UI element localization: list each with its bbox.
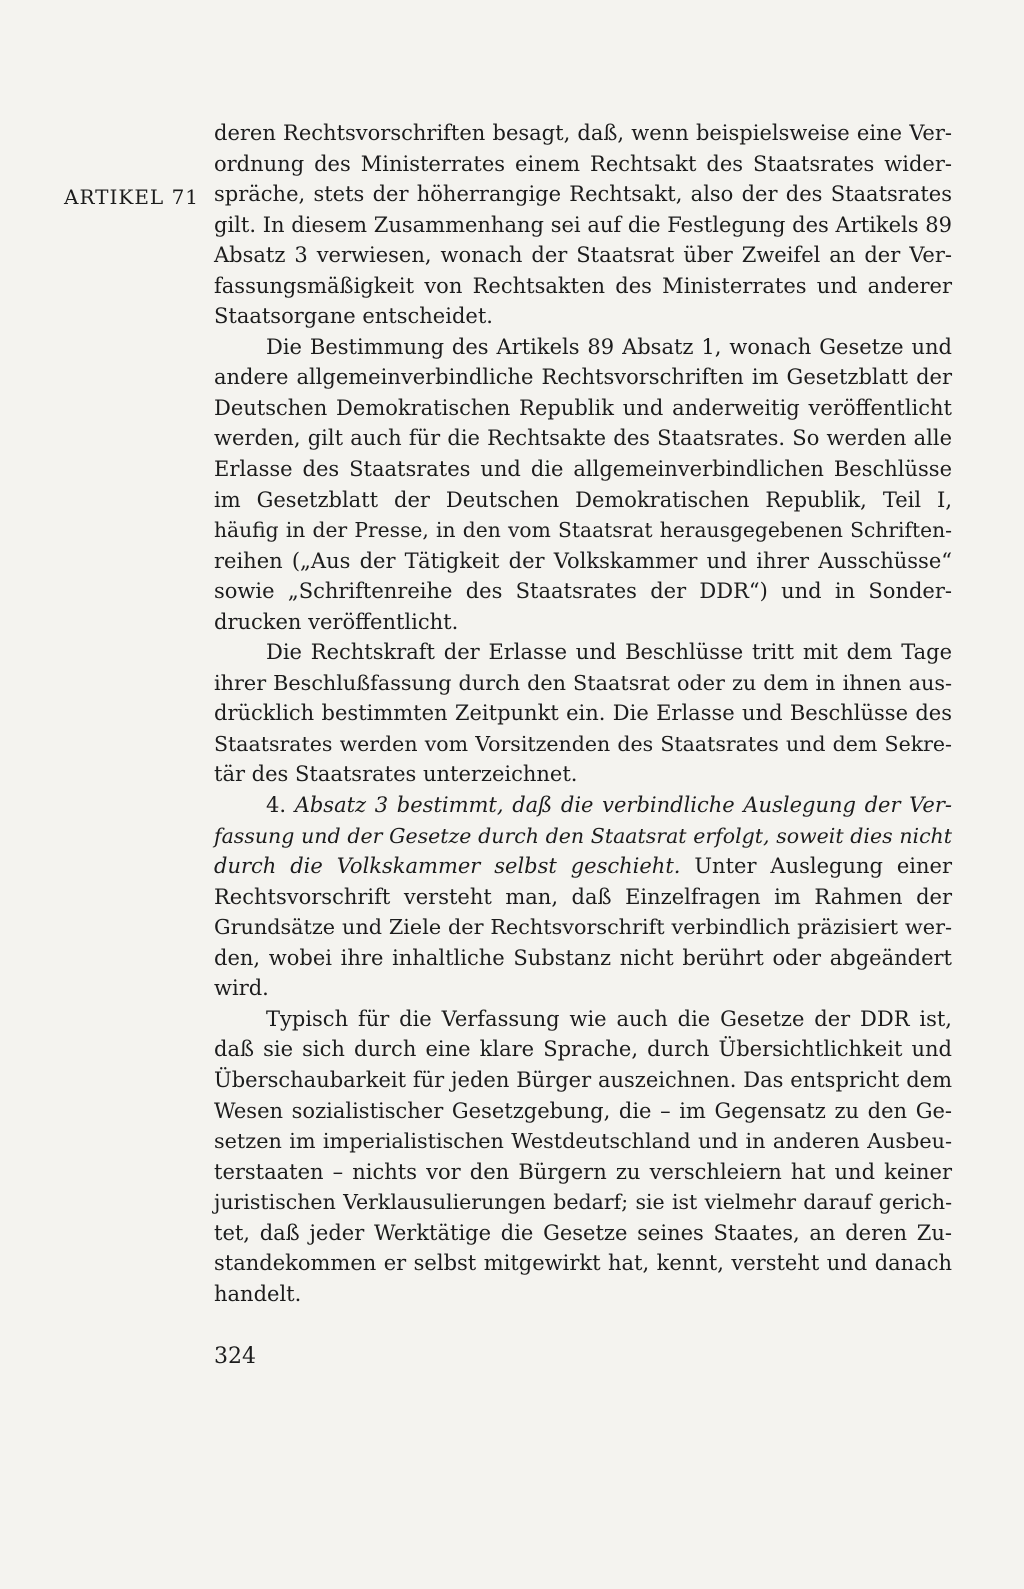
text-line: im Gesetzblatt der Deutschen Demokratischen Republik, Teil I, — [214, 487, 952, 512]
text-line — [214, 790, 952, 821]
text-line: Deutschen Demokratischen Republik und anderweitig veröffentlicht — [214, 395, 952, 420]
text-line: Absatz 3 verwiesen, wonach der Staatsrat über Zweifel an der Ver- — [214, 243, 952, 268]
text-line: Typisch für die Verfassung wie auch die Gesetze der DDR ist, — [266, 1006, 952, 1031]
regular-text: Unter Auslegung einer — [680, 854, 952, 879]
text-line: Rechtsvorschrift versteht man, daß Einzelfragen im Rahmen der — [214, 884, 952, 909]
text-line: häufig in der Presse, in den vom Staatsrat herausgegebenen Schriften- — [214, 518, 952, 543]
text-line: daß sie sich durch eine klare Sprache, durch Übersichtlichkeit und — [214, 1037, 952, 1062]
text-line: Wesen sozialistischer Gesetzgebung, die – im Gegensatz zu den Ge- — [214, 1098, 952, 1123]
text-line: Staatsorgane entscheidet. — [214, 304, 493, 329]
text-line: werden, gilt auch für die Rechtsakte des Staatsrates. So werden alle — [214, 426, 952, 451]
text-line: deren Rechtsvorschriften besagt, daß, wenn beispielsweise eine Ver- — [214, 121, 952, 145]
text-line: Grundsätze und Ziele der Rechtsvorschrift verbindlich präzisiert wer- — [214, 915, 952, 940]
text-line: fassungsmäßigkeit von Rechtsakten des Ministerrates und anderer — [214, 273, 952, 298]
italic-text-line: fassung und der Gesetze durch den Staatsrat erfolgt, soweit dies nicht — [214, 823, 952, 848]
text-line: Überschaubarkeit für jeden Bürger auszeichnen. Das entspricht dem — [214, 1067, 952, 1092]
text-line: Erlasse des Staatsrates und die allgemeinverbindlichen Beschlüsse — [214, 457, 952, 482]
text-line: tär des Staatsrates unterzeichnet. — [214, 762, 578, 787]
body-text — [214, 118, 952, 1309]
article-margin-note: ARTIKEL 71 — [64, 185, 200, 209]
paragraph-3 — [214, 637, 952, 790]
item-number: 4. — [266, 793, 295, 818]
text-line: ordnung des Ministerrates einem Rechtsakt des Staatsrates wider- — [214, 151, 952, 176]
paragraph-4 — [214, 790, 952, 1004]
text-line: ihrer Beschlußfassung durch den Staatsrat oder zu dem in ihnen aus- — [214, 670, 952, 695]
text-line: handelt. — [214, 1281, 302, 1306]
text-line — [214, 851, 952, 882]
text-line: juristischen Verklausulierungen bedarf; sie ist vielmehr darauf gerich- — [214, 1190, 952, 1215]
text-line: andere allgemeinverbindliche Rechtsvorschriften im Gesetzblatt der — [214, 365, 952, 390]
text-line: standekommen er selbst mitgewirkt hat, kennt, versteht und danach — [214, 1251, 952, 1276]
text-line: reihen („Aus der Tätigkeit der Volkskammer und ihrer Ausschüsse“ — [214, 548, 952, 573]
italic-text: durch die Volkskammer selbst geschieht. — [214, 854, 681, 879]
text-line: den, wobei ihre inhaltliche Substanz nicht berührt oder abgeändert — [214, 945, 952, 970]
text-line: setzen im imperialistischen Westdeutschland und in anderen Ausbeu- — [214, 1129, 952, 1154]
paragraph-1 — [214, 118, 952, 332]
text-line: gilt. In diesem Zusammenhang sei auf die Festlegung des Artikels 89 — [214, 212, 952, 237]
text-line: Staatsrates werden vom Vorsitzenden des Staatsrates und dem Sekre- — [214, 731, 952, 756]
text-line: Die Bestimmung des Artikels 89 Absatz 1, wonach Gesetze und — [266, 334, 952, 359]
text-line: sowie „Schriftenreihe des Staatsrates der DDR“) und in Sonder- — [214, 579, 952, 604]
text-line: drucken veröffentlicht. — [214, 609, 459, 634]
text-line: Die Rechtskraft der Erlasse und Beschlüsse tritt mit dem Tage — [266, 640, 952, 665]
page-number: 324 — [214, 1344, 256, 1369]
paragraph-2 — [214, 332, 952, 637]
italic-text: Absatz 3 bestimmt, daß die verbindliche Auslegung der Ver- — [294, 793, 952, 818]
text-line: wird. — [214, 976, 269, 1001]
text-line: tet, daß jeder Werktätige die Gesetze seines Staates, an deren Zu- — [214, 1220, 952, 1245]
text-line: drücklich bestimmten Zeitpunkt ein. Die Erlasse und Beschlüsse des — [214, 701, 952, 726]
text-line: terstaaten – nichts vor den Bürgern zu verschleiern hat und keiner — [214, 1159, 952, 1184]
paragraph-5 — [214, 1004, 952, 1309]
text-line: spräche, stets der höherrangige Rechtsakt, also der des Staatsrates — [214, 182, 952, 207]
